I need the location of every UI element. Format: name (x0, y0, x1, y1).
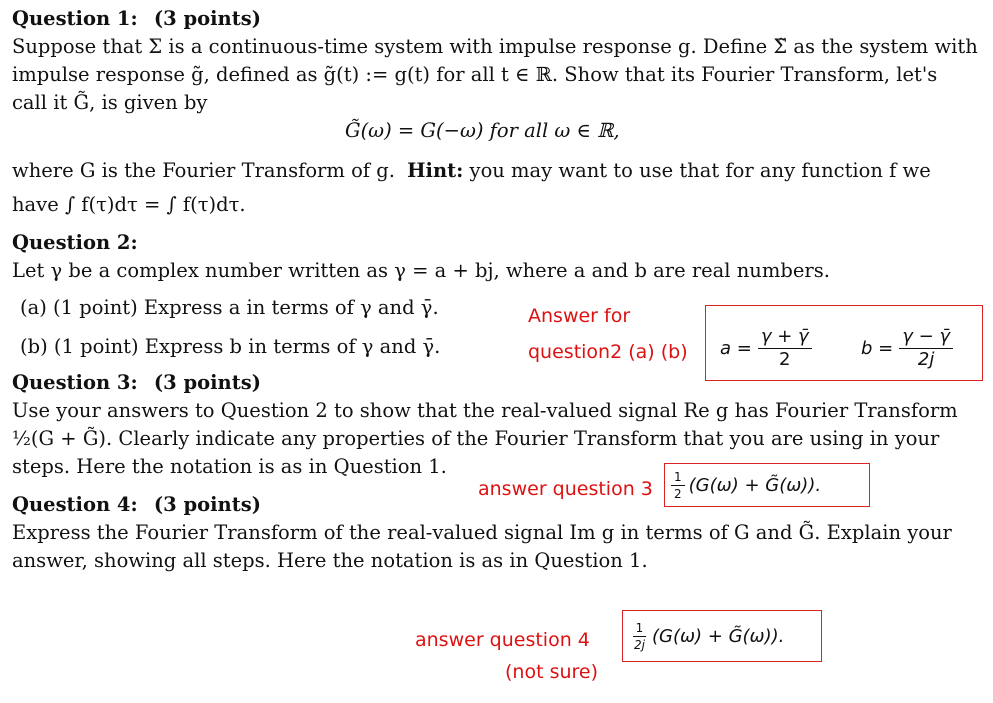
q1-formula: G̃(ω) = G(−ω) for all ω ∈ ℝ, (345, 119, 620, 142)
q2-part-b: (b) (1 point) Express b in terms of γ and γ̄. (20, 335, 441, 358)
q4-text-line-1: Express the Fourier Transform of the real-valued signal Im g in terms of G and G̃. Explain your (12, 521, 952, 544)
q2-answer-a-fraction (758, 328, 812, 369)
q2-part-a: (a) (1 point) Express a in terms of γ and γ̄. (20, 296, 439, 319)
q2-answer-b-numerator: γ − γ̄ (899, 328, 953, 349)
q4-answer-box (622, 610, 822, 662)
q4-answer-fraction (631, 622, 648, 651)
q1-text-line-5: have ∫ f(τ)dτ = ∫ f(τ)dτ. (12, 193, 246, 216)
q1-where-text: where G is the Fourier Transform of g. (12, 159, 395, 182)
q3-title: Question 3: (12, 371, 138, 394)
q1-text-line-4 (12, 158, 931, 184)
q2-answer-b (861, 328, 953, 369)
q2-text-line-1: Let γ be a complex number written as γ = a + bj, where a and b are real numbers. (12, 259, 830, 282)
q3-answer-box (664, 463, 870, 507)
q2-title: Question 2: (12, 231, 138, 254)
q2-answer-b-lhs: b = (861, 338, 894, 359)
q4-title: Question 4: (12, 493, 138, 516)
q2-answer-label-line-1: Answer for (528, 305, 631, 327)
q1-title: Question 1: (12, 7, 138, 30)
q1-hint-label: Hint: (407, 159, 464, 182)
q3-answer-expression: (G(ω) + G̃(ω)). (688, 474, 822, 496)
q1-text-line-1: Suppose that Σ is a continuous-time system with impulse response g. Define Σ̃ as the system with (12, 35, 978, 58)
q1-hint-text: you may want to use that for any function f we (469, 159, 931, 182)
q4-answer-label-line-2: (not sure) (505, 661, 599, 683)
q2-answer-b-fraction (899, 328, 953, 369)
q3-answer-denominator: 2 (674, 486, 682, 501)
q3-answer-label: answer question 3 (478, 478, 653, 500)
q3-text-line-1: Use your answers to Question 2 to show that the real-valued signal Re g has Fourier Transform (12, 399, 958, 422)
q3-text-line-2: ½(G + G̃). Clearly indicate any properties of the Fourier Transform that you are using in your (12, 427, 940, 450)
q2-answer-a-lhs: a = (720, 338, 752, 359)
q1-points: (3 points) (153, 7, 261, 30)
q4-answer-numerator: 1 (633, 622, 647, 637)
q4-text-line-2: answer, showing all steps. Here the notation is as in Question 1. (12, 549, 648, 572)
q3-heading (12, 370, 261, 396)
q3-points: (3 points) (153, 371, 261, 394)
q2-answer-a-denominator: 2 (779, 349, 791, 370)
q4-answer-label-line-1: answer question 4 (415, 629, 590, 651)
q2-answer-box (705, 305, 983, 381)
q3-text-line-3: steps. Here the notation is as in Question 1. (12, 455, 447, 478)
q2-answer-a (720, 328, 812, 369)
q1-heading (12, 6, 261, 32)
q2-answer-b-denominator: 2j (917, 349, 935, 370)
q2-answer-a-numerator: γ + γ̄ (758, 328, 812, 349)
q4-points: (3 points) (153, 493, 261, 516)
q4-answer-expression: (G(ω) + G̃(ω)). (651, 625, 785, 647)
q2-answer-label-line-2: question2 (a) (b) (528, 341, 688, 363)
q4-heading (12, 492, 261, 518)
q1-text-line-2: impulse response g̃, defined as g̃(t) := g(t) for all t ∈ ℝ. Show that its Fourier Transform, let's (12, 63, 938, 86)
q3-answer-numerator: 1 (671, 471, 685, 486)
q4-answer-denominator: 2j (634, 637, 645, 652)
q3-answer-fraction (671, 471, 685, 500)
q1-text-line-3: call it G̃, is given by (12, 91, 208, 114)
